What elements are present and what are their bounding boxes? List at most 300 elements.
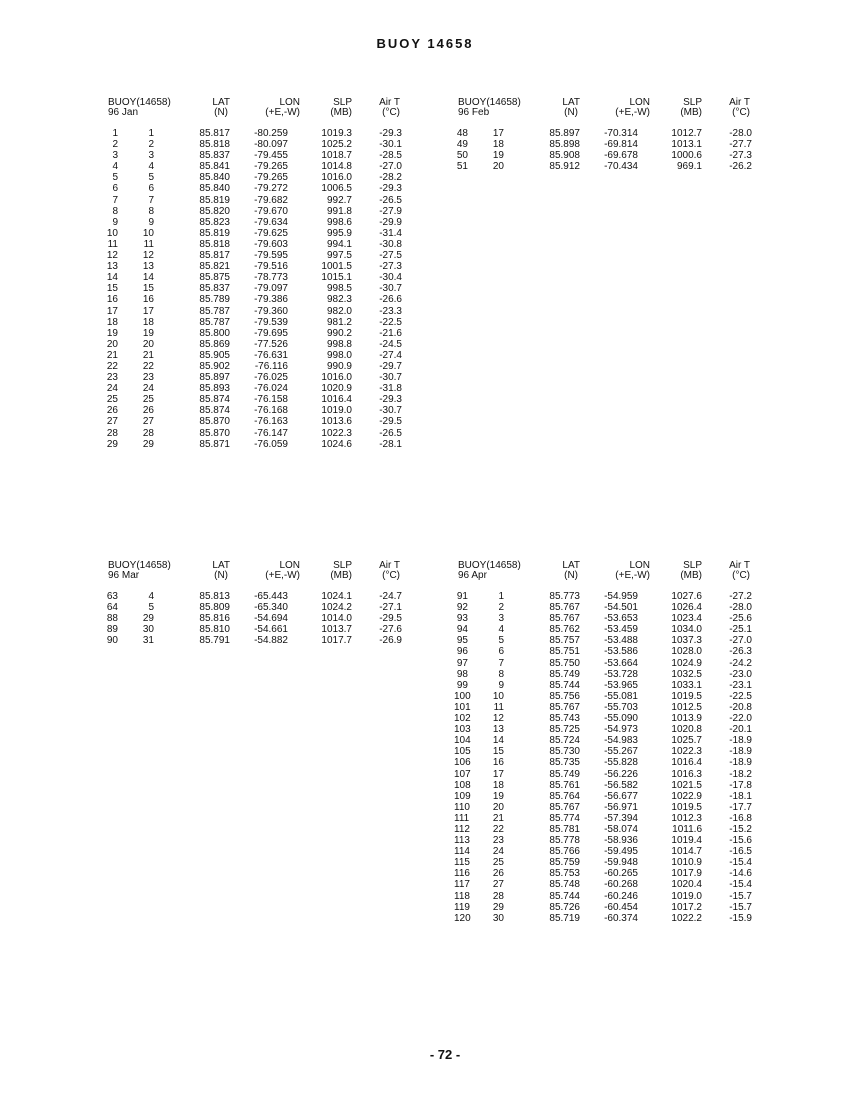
cell-day: 20 xyxy=(142,338,154,350)
table-apr xyxy=(454,560,754,924)
cell-lon: -77.526 xyxy=(254,338,288,350)
cell-lon: -79.360 xyxy=(254,305,288,317)
cell-record: 15 xyxy=(106,283,118,295)
cell-day: 13 xyxy=(142,261,154,273)
cell-slp: 1016.3 xyxy=(671,768,702,780)
cell-slp: 1020.4 xyxy=(671,879,702,891)
table-row xyxy=(454,746,754,757)
cell-record: 104 xyxy=(454,735,471,747)
cell-lon: -79.595 xyxy=(254,250,288,262)
table-row xyxy=(104,361,404,372)
cell-day: 20 xyxy=(492,801,504,813)
cell-lat: 85.748 xyxy=(549,879,580,891)
cell-record: 17 xyxy=(106,305,118,317)
cell-record: 25 xyxy=(106,394,118,406)
table-row xyxy=(454,913,754,924)
cell-airt: -27.2 xyxy=(729,591,752,602)
header-lon-unit: (+E,-W) xyxy=(615,107,650,118)
cell-day: 2 xyxy=(498,602,504,614)
cell-airt: -30.7 xyxy=(379,372,402,384)
table-row xyxy=(104,195,404,206)
cell-airt: -25.1 xyxy=(729,624,752,636)
table-row xyxy=(454,591,754,602)
cell-slp: 1027.6 xyxy=(671,591,702,602)
page-number: - 72 - xyxy=(429,1047,461,1062)
header-airt-unit: (°C) xyxy=(732,107,750,118)
cell-record: 100 xyxy=(454,690,471,702)
header-slp-unit: (MB) xyxy=(330,570,352,581)
table-feb xyxy=(454,97,754,172)
table-row xyxy=(104,272,404,283)
cell-lat: 85.800 xyxy=(199,327,230,339)
cell-record: 64 xyxy=(106,602,118,614)
table-row xyxy=(454,879,754,890)
cell-airt: -22.5 xyxy=(729,690,752,702)
cell-day: 14 xyxy=(492,735,504,747)
cell-lat: 85.897 xyxy=(549,128,580,139)
table-body xyxy=(454,591,754,924)
cell-day: 17 xyxy=(492,128,504,139)
header-slp-unit: (MB) xyxy=(680,570,702,581)
cell-lat: 85.897 xyxy=(199,372,230,384)
cell-lat: 85.764 xyxy=(549,790,580,802)
cell-record: 103 xyxy=(454,724,471,736)
cell-lat: 85.820 xyxy=(199,205,230,217)
cell-day: 10 xyxy=(492,690,504,702)
header-lat-label: LAT xyxy=(212,97,230,108)
header-lat-unit: (N) xyxy=(214,107,228,118)
cell-lat: 85.841 xyxy=(199,161,230,173)
cell-lon: -53.965 xyxy=(604,679,638,691)
cell-airt: -30.7 xyxy=(379,405,402,417)
table-row xyxy=(454,658,754,669)
cell-day: 15 xyxy=(492,746,504,758)
cell-day: 13 xyxy=(492,724,504,736)
cell-airt: -30.7 xyxy=(379,283,402,295)
cell-slp: 1020.9 xyxy=(321,383,352,395)
cell-airt: -18.2 xyxy=(729,768,752,780)
cell-day: 25 xyxy=(142,394,154,406)
cell-lat: 85.781 xyxy=(549,823,580,835)
table-row xyxy=(104,635,404,646)
table-row xyxy=(454,902,754,913)
cell-day: 5 xyxy=(148,602,154,614)
cell-record: 107 xyxy=(454,768,471,780)
cell-record: 8 xyxy=(112,205,118,217)
cell-lon: -76.025 xyxy=(254,372,288,384)
table-row xyxy=(454,691,754,702)
header-lat-label: LAT xyxy=(212,560,230,571)
table-row xyxy=(104,591,404,602)
cell-lat: 85.817 xyxy=(199,128,230,139)
cell-lat: 85.749 xyxy=(549,768,580,780)
cell-day: 5 xyxy=(148,172,154,184)
cell-slp: 1017.9 xyxy=(671,868,702,880)
cell-lat: 85.767 xyxy=(549,801,580,813)
cell-lon: -55.267 xyxy=(604,746,638,758)
table-row xyxy=(104,416,404,427)
cell-airt: -18.9 xyxy=(729,757,752,769)
table-row xyxy=(104,328,404,339)
cell-record: 26 xyxy=(106,405,118,417)
cell-airt: -31.4 xyxy=(379,227,402,239)
header-month-label: 96 Feb xyxy=(458,107,490,118)
cell-airt: -27.4 xyxy=(379,349,402,361)
cell-day: 4 xyxy=(148,161,154,173)
cell-slp: 994.1 xyxy=(326,238,352,250)
cell-slp: 995.9 xyxy=(326,227,352,239)
cell-lon: -79.265 xyxy=(254,161,288,173)
cell-lat: 85.870 xyxy=(199,427,230,439)
cell-lon: -56.971 xyxy=(604,801,638,813)
cell-lon: -79.625 xyxy=(254,227,288,239)
cell-lat: 85.898 xyxy=(549,139,580,151)
cell-record: 50 xyxy=(456,150,468,162)
cell-day: 20 xyxy=(492,161,504,173)
header-lat-label: LAT xyxy=(562,97,580,108)
cell-lat: 85.787 xyxy=(199,305,230,317)
cell-airt: -21.6 xyxy=(379,327,402,339)
table-row xyxy=(454,835,754,846)
cell-airt: -14.6 xyxy=(729,868,752,880)
cell-slp: 998.8 xyxy=(326,338,352,350)
table-row xyxy=(454,635,754,646)
cell-slp: 1022.3 xyxy=(321,427,352,439)
cell-record: 2 xyxy=(112,139,118,151)
cell-airt: -18.9 xyxy=(729,746,752,758)
cell-day: 24 xyxy=(492,846,504,858)
cell-lon: -54.501 xyxy=(604,602,638,614)
header-slp-label: SLP xyxy=(333,97,352,108)
cell-record: 106 xyxy=(454,757,471,769)
cell-slp: 992.7 xyxy=(326,194,352,206)
cell-lon: -76.158 xyxy=(254,394,288,406)
cell-airt: -27.0 xyxy=(379,161,402,173)
cell-record: 102 xyxy=(454,713,471,725)
cell-day: 12 xyxy=(492,713,504,725)
cell-record: 7 xyxy=(112,194,118,206)
cell-airt: -29.3 xyxy=(379,128,402,139)
header-lat-unit: (N) xyxy=(564,570,578,581)
table-row xyxy=(104,183,404,194)
cell-slp: 1023.4 xyxy=(671,613,702,625)
cell-day: 8 xyxy=(148,205,154,217)
cell-airt: -15.4 xyxy=(729,879,752,891)
cell-lat: 85.774 xyxy=(549,812,580,824)
cell-record: 118 xyxy=(454,890,470,902)
cell-airt: -24.5 xyxy=(379,338,402,350)
cell-slp: 1013.6 xyxy=(321,416,352,428)
cell-airt: -28.1 xyxy=(379,438,402,450)
cell-lon: -65.443 xyxy=(254,591,288,602)
cell-slp: 1016.0 xyxy=(321,172,352,184)
cell-lat: 85.756 xyxy=(549,690,580,702)
cell-lat: 85.819 xyxy=(199,227,230,239)
cell-slp: 998.0 xyxy=(326,349,352,361)
cell-lat: 85.893 xyxy=(199,383,230,395)
cell-record: 10 xyxy=(106,227,118,239)
cell-lat: 85.778 xyxy=(549,835,580,847)
cell-airt: -27.1 xyxy=(379,602,402,614)
cell-slp: 1024.2 xyxy=(321,602,352,614)
cell-slp: 1012.7 xyxy=(671,128,702,139)
cell-day: 22 xyxy=(492,823,504,835)
cell-slp: 1022.3 xyxy=(671,746,702,758)
cell-record: 6 xyxy=(112,183,118,195)
cell-lon: -70.434 xyxy=(604,161,638,173)
header-lon-unit: (+E,-W) xyxy=(615,570,650,581)
cell-slp: 1013.9 xyxy=(671,713,702,725)
cell-record: 18 xyxy=(106,316,118,328)
cell-day: 21 xyxy=(142,349,154,361)
cell-lon: -53.459 xyxy=(604,624,638,636)
cell-airt: -18.9 xyxy=(729,735,752,747)
cell-lon: -76.168 xyxy=(254,405,288,417)
cell-lon: -79.603 xyxy=(254,238,288,250)
cell-lat: 85.810 xyxy=(199,624,230,636)
cell-airt: -23.0 xyxy=(729,668,752,680)
cell-airt: -30.4 xyxy=(379,272,402,284)
header-lat-label: LAT xyxy=(562,560,580,571)
cell-record: 48 xyxy=(456,128,468,139)
cell-lat: 85.753 xyxy=(549,868,580,880)
cell-slp: 1016.4 xyxy=(671,757,702,769)
table-row xyxy=(454,891,754,902)
cell-day: 10 xyxy=(142,227,154,239)
cell-day: 6 xyxy=(498,646,504,658)
cell-lon: -79.386 xyxy=(254,294,288,306)
cell-lon: -55.828 xyxy=(604,757,638,769)
cell-day: 26 xyxy=(492,868,504,880)
cell-lat: 85.757 xyxy=(549,635,580,647)
cell-lon: -55.090 xyxy=(604,713,638,725)
cell-lat: 85.840 xyxy=(199,183,230,195)
header-month-label: 96 Jan xyxy=(108,107,139,118)
cell-lon: -79.539 xyxy=(254,316,288,328)
header-slp-label: SLP xyxy=(333,560,352,571)
cell-lon: -53.664 xyxy=(604,657,638,669)
cell-day: 11 xyxy=(493,701,504,713)
table-row xyxy=(104,405,404,416)
cell-lat: 85.751 xyxy=(549,646,580,658)
cell-day: 27 xyxy=(142,416,154,428)
table-row xyxy=(104,383,404,394)
cell-day: 23 xyxy=(492,835,504,847)
table-header xyxy=(454,97,754,119)
cell-slp: 1026.4 xyxy=(671,602,702,614)
cell-record: 101 xyxy=(454,701,471,713)
cell-day: 29 xyxy=(142,613,154,625)
table-row xyxy=(454,857,754,868)
cell-slp: 1019.0 xyxy=(671,890,702,902)
header-month-label: 96 Mar xyxy=(108,570,140,581)
cell-day: 1 xyxy=(498,591,504,602)
cell-record: 9 xyxy=(112,216,118,228)
cell-lon: -60.265 xyxy=(604,868,638,880)
cell-lat: 85.744 xyxy=(549,679,580,691)
cell-airt: -24.7 xyxy=(379,591,402,602)
cell-lat: 85.821 xyxy=(199,261,230,273)
header-lon-unit: (+E,-W) xyxy=(265,107,300,118)
table-row xyxy=(104,228,404,239)
cell-day: 30 xyxy=(492,912,504,924)
cell-lon: -60.454 xyxy=(604,901,638,913)
table-row xyxy=(454,791,754,802)
cell-lon: -54.959 xyxy=(604,591,638,602)
table-mar xyxy=(104,560,404,646)
header-buoy-label: BUOY(14658) xyxy=(458,97,521,108)
cell-slp: 1019.5 xyxy=(671,801,702,813)
cell-lat: 85.749 xyxy=(549,668,580,680)
table-row xyxy=(104,624,404,635)
cell-airt: -25.6 xyxy=(729,613,752,625)
cell-slp: 1011.6 xyxy=(672,823,702,835)
cell-record: 5 xyxy=(112,172,118,184)
cell-lon: -76.147 xyxy=(254,427,288,439)
cell-record: 11 xyxy=(107,238,118,250)
header-airt-unit: (°C) xyxy=(382,107,400,118)
cell-record: 94 xyxy=(456,624,468,636)
table-row xyxy=(454,128,754,139)
cell-lat: 85.813 xyxy=(199,591,230,602)
table-row xyxy=(454,669,754,680)
cell-lat: 85.819 xyxy=(199,194,230,206)
table-body xyxy=(104,128,404,450)
cell-airt: -27.6 xyxy=(379,624,402,636)
header-airt-label: Air T xyxy=(379,97,400,108)
cell-airt: -27.7 xyxy=(729,139,752,151)
cell-lon: -79.634 xyxy=(254,216,288,228)
table-row xyxy=(104,150,404,161)
cell-lon: -79.516 xyxy=(254,261,288,273)
cell-lat: 85.840 xyxy=(199,172,230,184)
cell-record: 19 xyxy=(106,327,118,339)
cell-airt: -28.0 xyxy=(729,128,752,139)
cell-lon: -70.314 xyxy=(604,128,638,139)
table-row xyxy=(104,428,404,439)
cell-lat: 85.761 xyxy=(549,779,580,791)
cell-lat: 85.818 xyxy=(199,139,230,151)
cell-slp: 998.5 xyxy=(326,283,352,295)
cell-lat: 85.823 xyxy=(199,216,230,228)
cell-record: 111 xyxy=(454,812,470,824)
cell-lon: -76.024 xyxy=(254,383,288,395)
cell-airt: -15.4 xyxy=(729,857,752,869)
table-row xyxy=(454,769,754,780)
cell-day: 25 xyxy=(492,857,504,869)
cell-airt: -22.0 xyxy=(729,713,752,725)
cell-airt: -24.2 xyxy=(729,657,752,669)
header-slp-label: SLP xyxy=(683,560,702,571)
cell-lat: 85.726 xyxy=(549,901,580,913)
table-row xyxy=(104,261,404,272)
table-row xyxy=(454,735,754,746)
cell-lon: -76.631 xyxy=(254,349,288,361)
cell-lon: -79.455 xyxy=(254,150,288,162)
cell-lon: -80.097 xyxy=(254,139,288,151)
cell-lon: -79.272 xyxy=(254,183,288,195)
table-row xyxy=(454,139,754,150)
cell-lon: -53.488 xyxy=(604,635,638,647)
cell-record: 20 xyxy=(106,338,118,350)
cell-day: 4 xyxy=(498,624,504,636)
table-row xyxy=(454,846,754,857)
table-row xyxy=(454,646,754,657)
cell-airt: -20.8 xyxy=(729,701,752,713)
table-row xyxy=(104,250,404,261)
cell-record: 24 xyxy=(106,383,118,395)
cell-airt: -30.8 xyxy=(379,238,402,250)
cell-lat: 85.787 xyxy=(199,316,230,328)
cell-lon: -69.814 xyxy=(604,139,638,151)
cell-record: 120 xyxy=(454,912,471,924)
header-slp-unit: (MB) xyxy=(330,107,352,118)
cell-slp: 982.3 xyxy=(326,294,352,306)
cell-lon: -54.882 xyxy=(254,635,288,647)
cell-lat: 85.744 xyxy=(549,890,580,902)
cell-slp: 998.6 xyxy=(326,216,352,228)
header-airt-unit: (°C) xyxy=(382,570,400,581)
cell-lon: -55.081 xyxy=(604,690,638,702)
cell-slp: 1014.0 xyxy=(321,613,352,625)
header-airt-unit: (°C) xyxy=(732,570,750,581)
cell-record: 105 xyxy=(454,746,471,758)
cell-airt: -26.2 xyxy=(729,161,752,173)
cell-day: 15 xyxy=(142,283,154,295)
cell-slp: 1022.2 xyxy=(671,912,702,924)
table-body xyxy=(454,128,754,172)
cell-slp: 1016.0 xyxy=(321,372,352,384)
cell-day: 29 xyxy=(492,901,504,913)
cell-record: 14 xyxy=(106,272,118,284)
table-row xyxy=(104,217,404,228)
cell-lat: 85.767 xyxy=(549,602,580,614)
cell-lon: -79.670 xyxy=(254,205,288,217)
cell-day: 22 xyxy=(142,360,154,372)
cell-slp: 1014.7 xyxy=(671,846,702,858)
cell-airt: -28.0 xyxy=(729,602,752,614)
cell-lon: -56.677 xyxy=(604,790,638,802)
cell-slp: 990.9 xyxy=(326,360,352,372)
cell-airt: -29.9 xyxy=(379,216,402,228)
cell-lon: -55.703 xyxy=(604,701,638,713)
table-row xyxy=(104,139,404,150)
cell-lat: 85.766 xyxy=(549,846,580,858)
cell-lon: -78.773 xyxy=(254,272,288,284)
table-row xyxy=(454,724,754,735)
cell-lat: 85.750 xyxy=(549,657,580,669)
cell-lon: -65.340 xyxy=(254,602,288,614)
cell-lat: 85.767 xyxy=(549,613,580,625)
cell-record: 109 xyxy=(454,790,471,802)
cell-day: 14 xyxy=(142,272,154,284)
cell-lat: 85.789 xyxy=(199,294,230,306)
cell-day: 1 xyxy=(148,128,154,139)
cell-airt: -29.7 xyxy=(379,360,402,372)
table-row xyxy=(104,372,404,383)
cell-slp: 1006.5 xyxy=(321,183,352,195)
cell-lat: 85.871 xyxy=(199,438,230,450)
cell-lat: 85.908 xyxy=(549,150,580,162)
cell-slp: 1016.4 xyxy=(321,394,352,406)
table-row xyxy=(454,613,754,624)
table-jan xyxy=(104,97,404,450)
cell-record: 117 xyxy=(454,879,470,891)
cell-record: 108 xyxy=(454,779,471,791)
cell-day: 8 xyxy=(498,668,504,680)
cell-airt: -17.8 xyxy=(729,779,752,791)
cell-record: 91 xyxy=(456,591,468,602)
